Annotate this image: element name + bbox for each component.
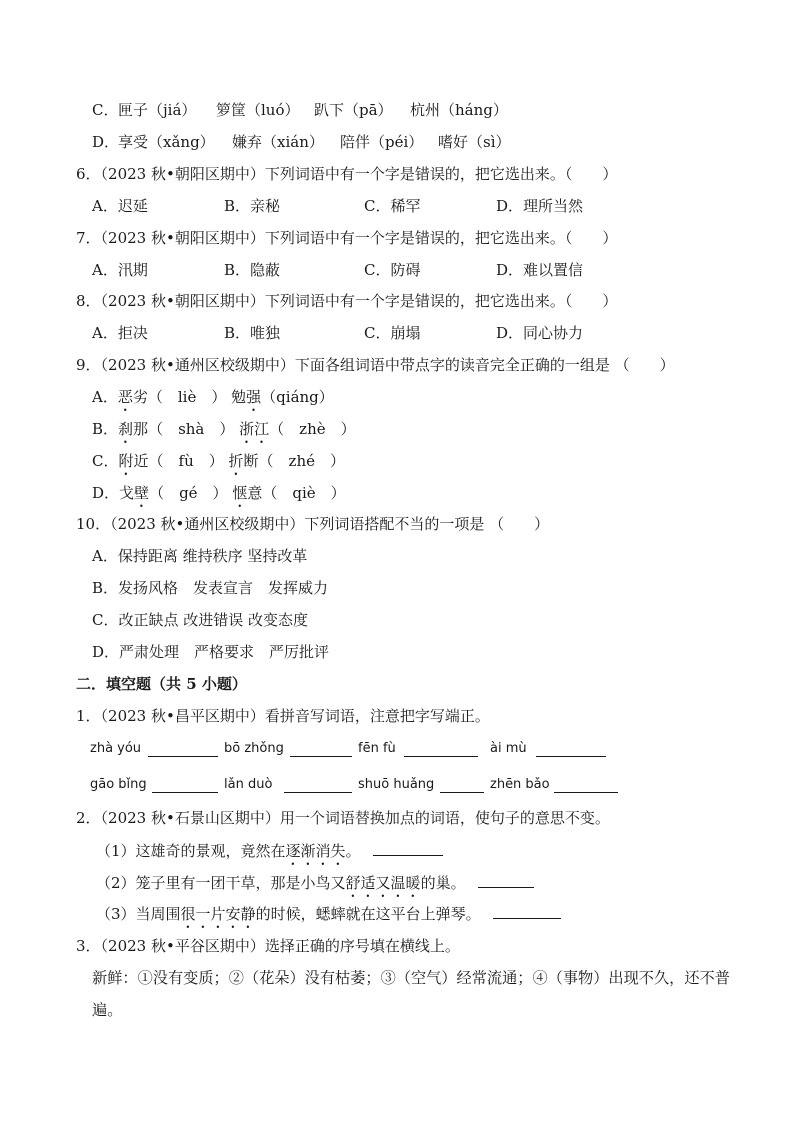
pinyin: （ qiè ） — [262, 484, 346, 502]
dotted-word: 浙江 — [239, 420, 270, 438]
option-label: C． — [92, 452, 119, 470]
word-part: 那 — [133, 420, 149, 438]
fill-question-1-stem: 1．（2023 秋•昌平区期中）看拼音写词语，注意把字写端正。 — [76, 707, 490, 725]
option-item: 箩筐（luó） — [216, 101, 300, 119]
option-item: 嗜好（sì） — [438, 133, 511, 151]
q9-option-d — [92, 482, 346, 504]
answer-blank[interactable] — [536, 742, 606, 757]
answer-blank[interactable] — [554, 778, 618, 793]
sentence-text: （2）笼子里有一团干草，那是小鸟又 — [96, 874, 346, 892]
question-9-stem: 9．（2023 秋•通州区校级期中）下面各组词语中带点字的读音完全正确的一组是 （ ） — [76, 356, 675, 374]
answer-blank[interactable] — [373, 841, 443, 856]
pinyin-prompt: shuō huǎng — [358, 777, 435, 792]
answer-blank[interactable] — [440, 778, 484, 793]
f2-sentence-2 — [96, 872, 534, 894]
pinyin-prompt: lǎn duò — [224, 777, 273, 792]
sentence-text: （1）这雄奇的景观，竟然在 — [96, 842, 286, 860]
word-part: 意 — [247, 484, 263, 502]
option-c: C．崩塌 — [364, 324, 421, 342]
option-label: D． — [92, 133, 120, 151]
answer-blank[interactable] — [284, 778, 352, 793]
word-part: 断 — [243, 452, 259, 470]
option-label: B． — [92, 420, 119, 438]
word-part: 戈 — [119, 484, 135, 502]
option-d: D．同心协力 — [496, 324, 584, 342]
option-label: A． — [92, 388, 118, 406]
fill-question-2-stem: 2．（2023 秋•石景山区期中）用一个词语替换加点的词语，使句子的意思不变。 — [76, 809, 610, 827]
pinyin: （ gé ） — [149, 484, 228, 502]
pinyin: （ shà ） — [148, 420, 235, 438]
option-item: 匣子（jiá） — [118, 101, 197, 119]
dotted-char: 惬 — [232, 484, 248, 502]
q9-option-c — [92, 450, 345, 472]
dotted-phrase: 很一片安静 — [180, 905, 256, 923]
option-b: B．唯独 — [224, 324, 281, 342]
option-a: A．迟延 — [92, 197, 148, 215]
dotted-char: 附 — [118, 452, 134, 470]
option-item: 享受（xǎng） — [118, 133, 215, 151]
f2-sentence-1 — [96, 840, 443, 862]
option-item: 趴下（pā） — [314, 101, 393, 119]
option-item: 杭州（háng） — [410, 101, 508, 119]
pinyin: （ zhé ） — [258, 452, 345, 470]
option-item: 陪伴（péi） — [340, 133, 424, 151]
option-b: B．亲秘 — [224, 197, 281, 215]
pinyin-prompt: zhà yóu — [90, 741, 142, 756]
option-d: D．理所当然 — [496, 197, 584, 215]
sentence-text: （3）当周围 — [96, 905, 181, 923]
answer-blank[interactable] — [290, 742, 352, 757]
f3-definition: 新鲜：①没有变质；②（花朵）没有枯萎；③（空气）经常流通；④（事物）出现不久，还不普遍。 — [92, 969, 730, 1019]
answer-blank[interactable] — [404, 742, 478, 757]
option-a: A．汛期 — [92, 261, 148, 279]
pinyin-prompt: gāo bǐng — [90, 777, 147, 792]
sentence-text: 的巢。 — [420, 874, 466, 892]
option-d: D．难以置信 — [496, 261, 584, 279]
question-8-stem: 8．（2023 秋•朝阳区期中）下列词语中有一个字是错误的，把它选出来。（ ） — [76, 292, 618, 310]
option-a: A．拒决 — [92, 324, 148, 342]
answer-blank[interactable] — [148, 742, 218, 757]
option-item: 嫌弃（xián） — [232, 133, 324, 151]
answer-blank[interactable] — [493, 904, 561, 919]
dotted-char: 刹 — [118, 420, 134, 438]
dotted-char: 壁 — [134, 484, 150, 502]
option-c: C．稀罕 — [364, 197, 421, 215]
pinyin-prompt: zhēn bǎo — [490, 777, 550, 792]
sentence-text: 。 — [345, 842, 361, 860]
fill-question-3-stem: 3．（2023 秋•平谷区期中）选择正确的序号填在横线上。 — [76, 937, 460, 955]
sentence-text: 的时候，蟋蟀就在这平台上弹琴。 — [255, 905, 481, 923]
dotted-phrase: 舒适又温暖 — [345, 874, 421, 892]
dotted-phrase: 逐渐消失 — [285, 842, 346, 860]
answer-blank[interactable] — [478, 873, 534, 888]
pinyin-prompt: ài mù — [490, 741, 527, 756]
pinyin: （ zhè ） — [269, 420, 356, 438]
question-10-stem: 10．（2023 秋•通州区校级期中）下列词语搭配不当的一项是 （ ） — [76, 515, 550, 533]
section-title: 二．填空题（共 5 小题） — [76, 675, 247, 693]
f2-sentence-3 — [96, 903, 561, 925]
q10-option-d: D．严肃处理 严格要求 严厉批评 — [92, 643, 330, 661]
q10-option-a: A．保持距离 维持秩序 坚持改革 — [92, 547, 308, 565]
question-7-stem: 7．（2023 秋•朝阳区期中）下列词语中有一个字是错误的，把它选出来。（ ） — [76, 229, 618, 247]
question-6-stem: 6．（2023 秋•朝阳区期中）下列词语中有一个字是错误的，把它选出来。（ ） — [76, 165, 618, 183]
word-part: 劣 — [132, 388, 148, 406]
dotted-char: 强 — [246, 388, 262, 406]
option-b: B．隐蔽 — [224, 261, 281, 279]
q10-option-c: C．改正缺点 改进错误 改变态度 — [92, 611, 309, 629]
pinyin: （ liè ） — [147, 388, 227, 406]
word-part: 近 — [133, 452, 149, 470]
pinyin: （qiáng） — [261, 388, 334, 406]
q9-option-a — [92, 386, 334, 408]
option-label: C． — [92, 101, 119, 119]
option-label: D． — [92, 484, 120, 502]
q10-option-b: B．发扬风格 发表宣言 发挥威力 — [92, 579, 329, 597]
answer-blank[interactable] — [152, 778, 218, 793]
q9-option-b — [92, 418, 356, 440]
pinyin-prompt: fēn fù — [358, 741, 396, 756]
pinyin: （ fù ） — [148, 452, 224, 470]
dotted-char: 恶 — [117, 388, 133, 406]
pinyin-prompt: bō zhǒng — [224, 741, 284, 756]
word-part: 勉 — [231, 388, 247, 406]
option-c: C．防碍 — [364, 261, 421, 279]
dotted-char: 折 — [228, 452, 244, 470]
